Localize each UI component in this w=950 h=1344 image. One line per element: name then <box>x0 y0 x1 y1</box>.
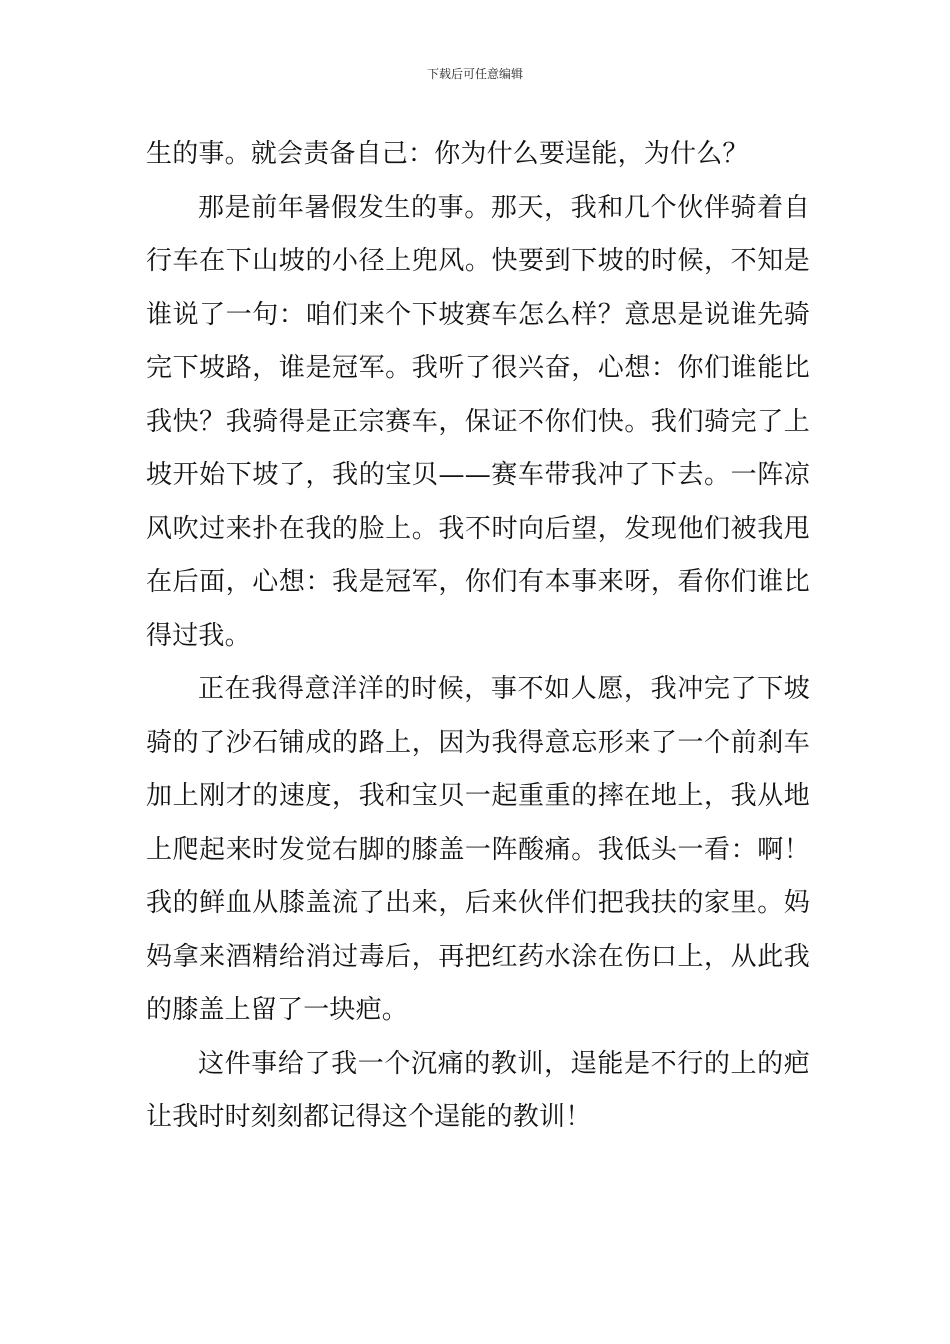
paragraph-continuation: 生的事。就会责备自己：你为什么要逞能，为什么？ <box>146 139 749 169</box>
document-body <box>146 128 810 1145</box>
paragraph: 这件事给了我一个沉痛的教训，逞能是不行的上的疤让我时时刻刻都记得这个逞能的教训！ <box>146 1048 810 1132</box>
paragraph: 正在我得意洋洋的时候，事不如人愿，我冲完了下坡骑的了沙石铺成的路上，因为我得意忘形来了一个前刹车加上刚才的速度，我和宝贝一起重重的摔在地上，我从地上爬起来时发觉右脚的膝盖一阵酸痛。我低头一看：啊！我的鲜血从膝盖流了出来，后来伙伴们把我扶的家里。妈妈拿来酒精给消过毒后，再把红药水涂在伤口上，从此我的膝盖上留了一块疤。 <box>146 674 810 1025</box>
paragraph: 那是前年暑假发生的事。那天，我和几个伙伴骑着自行车在下山坡的小径上兜风。快要到下坡的时候，不知是谁说了一句：咱们来个下坡赛车怎么样？意思是说谁先骑完下坡路，谁是冠军。我听了很兴奋，心想：你们谁能比我快？我骑得是正宗赛车，保证不你们快。我们骑完了上坡开始下坡了，我的宝贝——赛车带我冲了下去。一阵凉风吹过来扑在我的脸上。我不时向后望，发现他们被我甩在后面，心想：我是冠军，你们有本事来呀，看你们谁比得过我。 <box>146 192 810 651</box>
page-header: 下载后可任意编辑 <box>426 67 523 81</box>
